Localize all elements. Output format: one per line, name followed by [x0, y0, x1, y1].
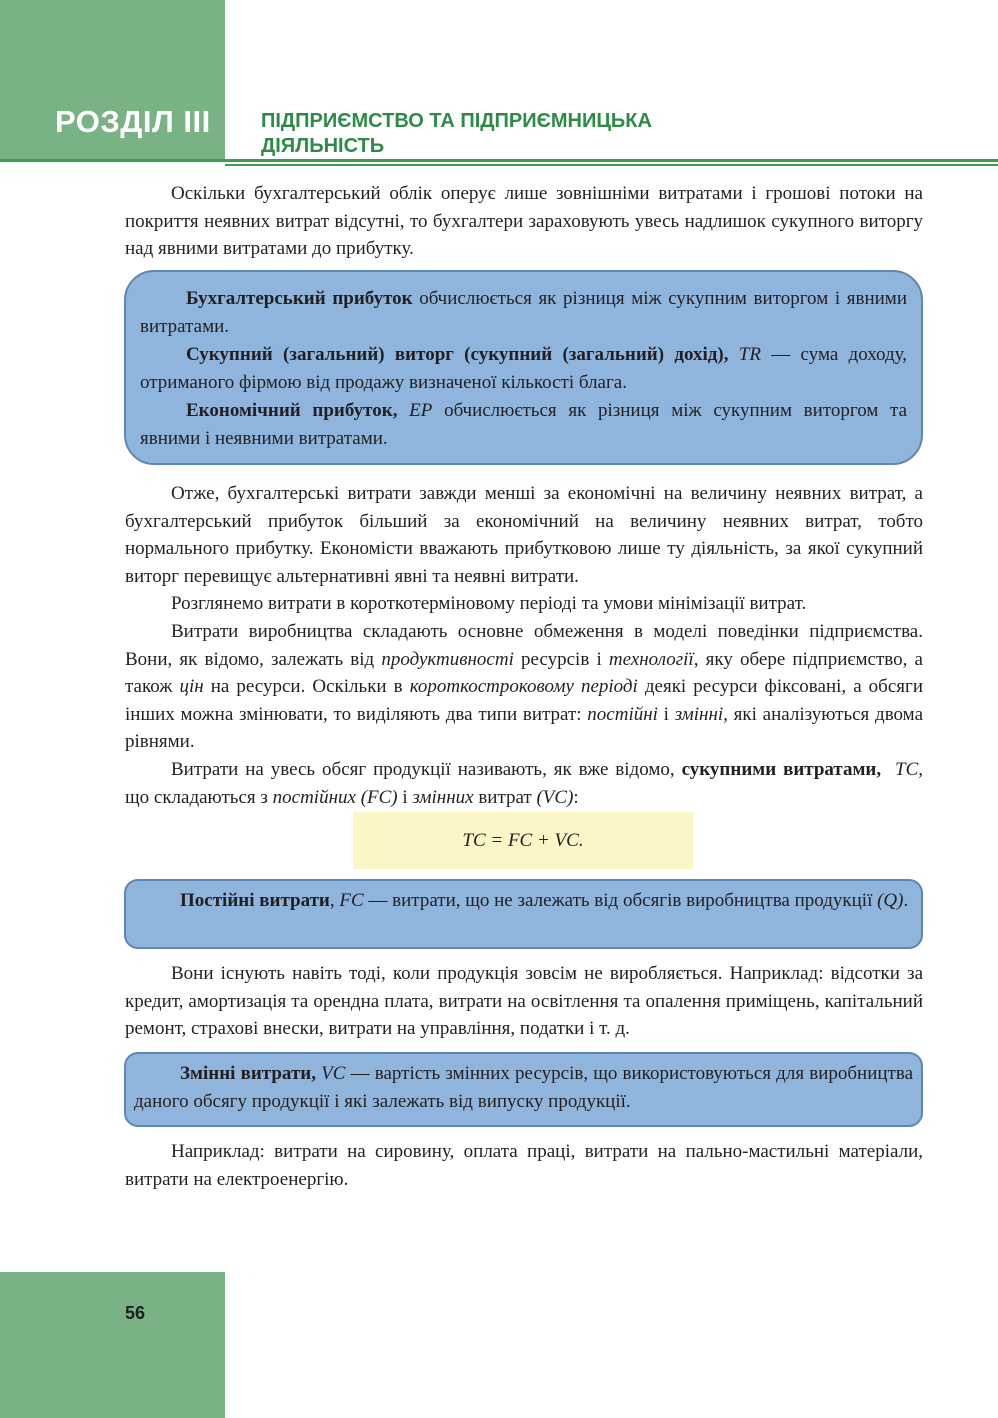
chapter-title — [261, 109, 961, 159]
term: Бухгалтерський прибуток — [186, 288, 413, 309]
paragraph-short-term: Розглянемо витрати в короткотерміновому періоді та умови мінімізації витрат. — [171, 593, 807, 615]
variable-costs-box: Змінні витрати, VC — вартість змінних ресурсів, що використовуються для виробництва даного обсягу продукції і які залежать від випуску продукції. — [124, 1052, 923, 1127]
page-number: 56 — [125, 1303, 146, 1323]
fixed-costs-box: Постійні витрати, FC — витрати, що не залежать від обсягів виробництва продукції (Q). — [124, 879, 923, 949]
section-label: РОЗДІЛ ІІІ — [55, 104, 211, 139]
chapter-title-line2: ДІЯЛЬНІСТЬ — [261, 135, 385, 157]
paragraph-fixed-examples: Вони існують навіть тоді, коли продукція зовсім не виробляється. Наприклад: відсотки за кредит, амортизація та орендна плата, витрати на освітлення та опалення приміщень, капітальний ремонт, страхові внески, витрати на управління, податки і т. д. — [125, 963, 923, 1040]
abbreviation: TR — [738, 344, 761, 365]
header-rule-secondary — [225, 164, 998, 166]
definitions-box — [124, 270, 923, 465]
paragraph-variable-examples-block — [125, 1138, 923, 1193]
abbreviation: FC — [339, 890, 364, 911]
paragraph-fixed-examples-block — [125, 960, 923, 1043]
paragraph-costs-comparison: Отже, бухгалтерські витрати завжди менші за економічні на величину неявних витрат, а бухгалтерський прибуток більший за економічний на величину неявних витрат, тобто нормального прибутку. Економісти вважають прибутковою лише ту діяльність, за якої сукупний виторг перевищує альтернативні явні та неявні витрати. — [125, 483, 923, 587]
definition-text: обчислюється як різниця між сукупним виторгом і явними витратами. — [140, 288, 907, 337]
term: Сукупний (загальний) виторг (сукупний (загальний) дохід), — [186, 344, 729, 365]
body-text-block — [125, 480, 923, 811]
formula-total-costs: TC = FC + VC. — [353, 812, 693, 869]
paragraph-production-costs: Витрати виробництва складають основне обмеження в моделі поведінки підприємства. Вони, як відомо, залежать від продуктивності ресурсів і технології, яку обере підприємство, а також цін на ресурси. Оскільки в короткостроковому періоді деякі ресурси фіксовані, а обсяги інших можна змінювати, то виділяють два типи витрат: постійні і змінні, які аналізуються двома рівнями. — [125, 620, 924, 753]
definition-text: — сума доходу, отриманого фірмою від продажу визначеної кількості блага. — [140, 344, 907, 393]
definition-total-revenue — [140, 341, 907, 397]
abbreviation: EP — [409, 400, 433, 421]
footer-green-block — [0, 1272, 225, 1418]
definition-economic-profit — [140, 397, 907, 453]
chapter-title-line1: ПІДПРИЄМСТВО ТА ПІДПРИЄМНИЦЬКА — [261, 110, 652, 132]
abbreviation: VC — [321, 1063, 346, 1084]
definition-text: обчислюється як різниця між сукупним виторгом та явними і неявними витратами. — [140, 400, 908, 449]
paragraph-total-costs: Витрати на увесь обсяг продукції називають, як вже відомо, сукупними витратами, TC, що складаються з постійних (FC) і змінних витрат (VC): — [125, 758, 923, 808]
term: Змінні витрати, — [180, 1063, 316, 1084]
definition-accounting-profit — [140, 285, 907, 341]
intro-text: Оскільки бухгалтерський облік оперує лише зовнішніми витратами і грошові потоки на покриття неявних витрат відсутні, то бухгалтери зараховують увесь надлишок сукупного виторгу над явними витратами до прибутку. — [125, 183, 923, 260]
term: Економічний прибуток, — [186, 400, 398, 421]
intro-paragraph — [125, 180, 923, 263]
paragraph-variable-examples: Наприклад: витрати на сировину, оплата праці, витрати на пально-мастильні матеріали, витрати на електроенергію. — [125, 1141, 923, 1190]
header-rule — [0, 159, 998, 162]
term: Постійні витрати — [180, 890, 330, 911]
